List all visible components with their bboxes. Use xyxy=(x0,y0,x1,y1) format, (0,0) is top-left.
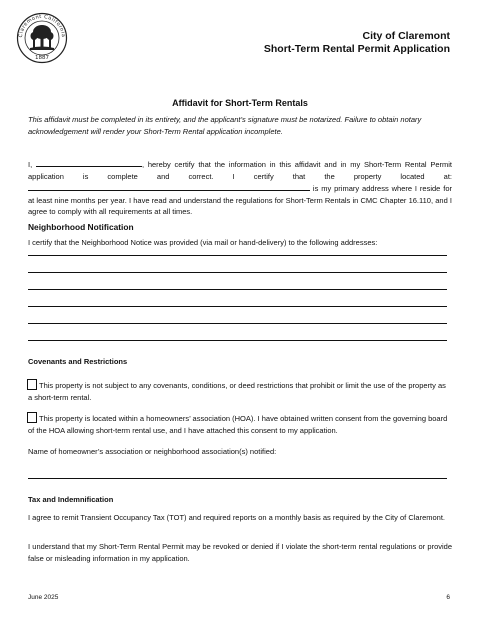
footer-date: June 2025 xyxy=(28,594,59,601)
tax-paragraph-2: I understand that my Short-Term Rental Permit may be revoked or denied if I violate the short-term rental regulations or provide false or misleading information in my application. xyxy=(28,542,452,563)
header-title: Short-Term Rental Permit Application xyxy=(263,43,450,55)
tax-paragraph-1: I agree to remit Transient Occupancy Tax (TOT) and required reports on a monthly basis as required by the City of Claremont. xyxy=(28,513,445,522)
seal-text: Claremont California xyxy=(17,13,67,38)
address-line[interactable] xyxy=(28,255,447,256)
no-covenants-text: This property is not subject to any covenants, conditions, or deed restrictions that prohibit or limit the use of the property as a short-term rental. xyxy=(28,381,446,402)
affidavit-title: Affidavit for Short-Term Rentals xyxy=(172,98,308,108)
address-line[interactable] xyxy=(28,272,447,273)
cert-prefix: I, xyxy=(28,160,33,169)
address-line[interactable] xyxy=(28,323,447,324)
affidavit-notice: This affidavit must be completed in its entirety, and the applicant’s signature must be notarized. Failure to obtain notary acknowledgement will render your Short-Term Rental application incomplete. xyxy=(28,115,422,136)
seal-year: 1887 xyxy=(35,55,49,61)
certification-paragraph xyxy=(28,158,452,218)
hoa-name-field[interactable] xyxy=(28,478,447,479)
neighborhood-heading: Neighborhood Notification xyxy=(28,222,134,232)
applicant-name-field[interactable] xyxy=(36,158,142,167)
page-number: 6 xyxy=(446,594,450,601)
neighborhood-text: I certify that the Neighborhood Notice was provided (via mail or hand-delivery) to the following addresses: xyxy=(28,238,378,247)
header-city: City of Claremont xyxy=(362,30,450,42)
cert-text-a: , hereby certify that the information in this affidavit and in my Short-Term Rental Permit application is complete and correct. I certify that the property located at: xyxy=(28,160,453,181)
address-line[interactable] xyxy=(28,289,447,290)
covenants-heading: Covenants and Restrictions xyxy=(28,357,128,366)
city-seal-logo xyxy=(16,12,68,64)
address-line[interactable] xyxy=(28,340,447,341)
hoa-name-label: Name of homeowner’s association or neighborhood association(s) notified: xyxy=(28,447,277,456)
cert-text-b: is my primary address where I reside for at least nine months per year. I have read and understand the regulations for Short-Term Rentals in CMC Chapter 16.110, and I agree to comply with all requirements at all times. xyxy=(28,184,452,217)
address-line[interactable] xyxy=(28,306,447,307)
tax-heading: Tax and Indemnification xyxy=(28,495,114,504)
property-address-field[interactable] xyxy=(28,182,310,191)
hoa-consent-text: This property is located within a homeowners’ association (HOA). I have obtained written consent from the governing board of the HOA allowing short-term rental use, and I have attached this consent to my application. xyxy=(28,414,448,435)
